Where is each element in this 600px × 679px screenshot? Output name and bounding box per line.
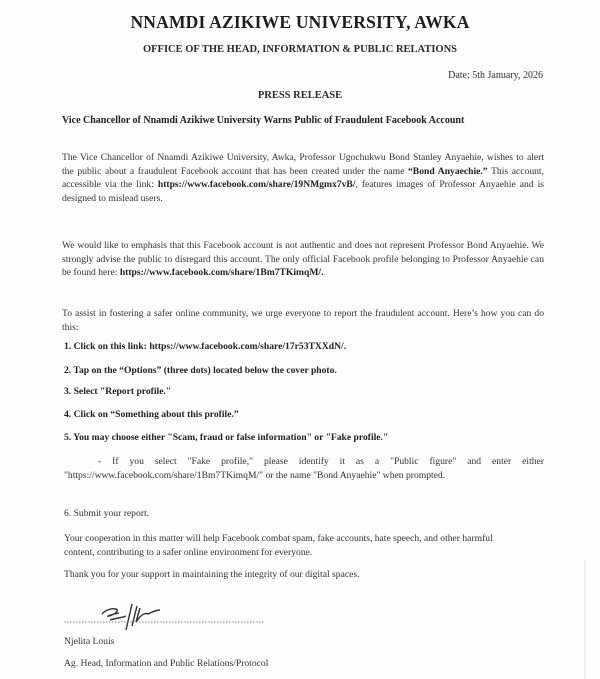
intro-text: The Vice Chancellor of Nnamdi Azikiwe University, Awka, Professor Ugochukwu Bond Stanley Anyaehie, wishes to alert the public about a fraudulent Facebook account that has been created under the name [62,152,544,177]
university-name: NNAMDI AZIKIWE UNIVERSITY, AWKA [130,12,470,32]
step-3: 3. Select "Report profile." [64,386,172,397]
fraudulent-link[interactable]: https://www.facebook.com/share/19NMgmx7vB/ [157,179,356,191]
page-edge [584,560,586,679]
intro-text-3: , features images of Professor Anyaehie and is designed to mislead users. [62,179,544,204]
signatory-role: Ag. Head, Information and Public Relations/Protocol [64,658,269,669]
fake-account-name: “Bond Anyaechie.” [408,165,488,177]
paragraph-official [62,239,544,280]
office-name: OFFICE OF THE HEAD, INFORMATION & PUBLIC RELATIONS [142,44,458,55]
intro-text-2: This account, accessible via the link: [62,165,544,191]
official-link[interactable]: https://www.facebook.com/share/1Bm7TKimqM/ [119,267,322,279]
paragraph-thanks: Thank you for your support in maintaining the integrity of our digital spaces. [64,569,360,580]
step-6: 6. Submit your report. [64,508,150,519]
step-4: 4. Click on “Something about this profile.” [64,409,239,420]
step-2: 2. Tap on the “Options” (three dots) located below the cover photo. [64,365,337,376]
report-link[interactable]: https://www.facebook.com/share/17r53TXXdN/ [149,341,344,352]
paragraph-cooperation: Your cooperation in this matter will help Facebook combat spam, fake accounts, hate speech, and other harmful content, contributing to a safer online environment for everyone. [64,533,493,558]
release-title: Vice Chancellor of Nnamdi Azikiwe University Warns Public of Fraudulent Facebook Account [62,115,465,126]
step-1-text: 1. Click on this link: [64,341,150,352]
step-5-subnote [64,455,544,482]
paragraph-report-intro: To assist in fostering a safer online community, we urge everyone to report the fraudulent account. Here’s how you can do this: [62,308,544,333]
step-1 [64,341,346,352]
step-5-subnote-text: - If you select "Fake profile," please identify it as a "Public figure" and enter either "https://www.facebook.com/share/1Bm7TKimqM/" or the name "Bond Anyaehie" when prompted. [64,456,544,481]
release-date: Date: 5th January, 2026 [448,70,543,81]
signature-icon [64,600,264,632]
official-text-end: . [321,267,324,279]
signatory-name: Njelita Louis [64,636,115,647]
official-text: We would like to emphasis that this Facebook account is not authentic and does not represent Professor Bond Anyaehie. We strongly advise the public to disregard this account. The only official Facebook profile belonging to Professor Anyaehie can be found here: [62,240,544,279]
paragraph-intro [62,151,544,205]
step-5: 5. You may choose either "Scam, fraud or false information" or "Fake profile." [64,432,389,443]
step-1-end: . [343,341,347,352]
doc-type-heading: PRESS RELEASE [257,90,343,101]
